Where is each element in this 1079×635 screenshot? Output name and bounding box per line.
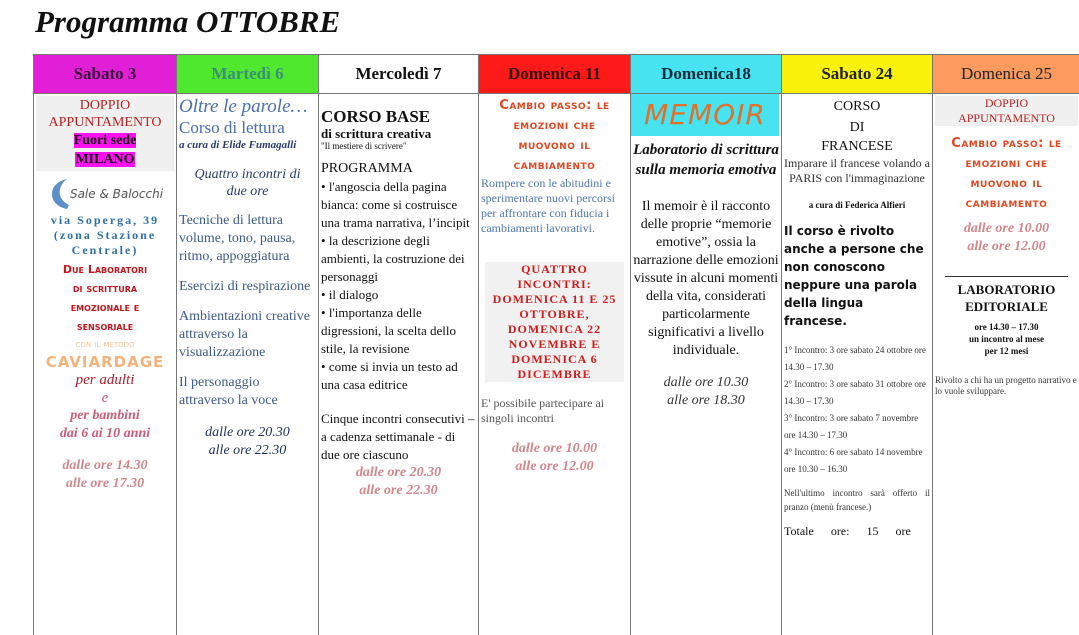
address-street: via Soperga, 39 [50, 213, 160, 227]
column-mercoledi-7 [319, 55, 479, 635]
course-tagline: Imparare il francese volando a PARIS con l'immaginazione [784, 156, 930, 185]
column-body [177, 94, 318, 635]
city-label: MILANO [75, 152, 135, 167]
audience-age: dai 6 ai 10 anni [59, 426, 151, 441]
page-title: Programma OTTOBRE [35, 4, 341, 39]
lab-title: LABORATORIO EDITORIALE [957, 282, 1056, 314]
workshop-title: Cambio passo: le emozioni che muovono il cambiamento [499, 98, 610, 173]
column-header: Domenica 11 [479, 55, 630, 94]
column-domenica-11 [479, 55, 631, 635]
audience-and: e [101, 390, 109, 406]
lab-duration: per 12 mesi [984, 346, 1029, 356]
end-time: alle ore 18.30 [667, 393, 745, 408]
workshop-description: Il memoir è il racconto delle proprie “memorie emotive”, ossia la narrazione delle emozioni vissute in alcuni momenti della vita, considerati particolarmente significativi a livello individuale. [633, 199, 779, 358]
double-appointment: DOPPIO APPUNTAMENTO [935, 96, 1078, 126]
sessions-info: Quattro incontri di due ore [194, 167, 301, 199]
course-tagline: Oltre le parole… [179, 96, 308, 117]
start-time: dalle ore 14.30 [62, 458, 148, 473]
start-time: dalle ore 10.00 [963, 221, 1050, 236]
start-time: dalle ore 20.30 [355, 465, 442, 480]
schedule-item: 3° Incontro: 3 ore sabato 7 novembre ore 14.30 – 17.30 [784, 413, 919, 440]
schedule-item: 4° Incontro: 6 ore sabato 14 novembre ore 10.30 – 16.30 [784, 447, 923, 474]
double-appointment: DOPPIO APPUNTAMENTO [36, 96, 174, 131]
start-time: dalle ore 10.30 [663, 375, 749, 390]
column-domenica-25 [933, 55, 1079, 635]
caviardage-label: CAVIARDAGE [45, 353, 165, 371]
column-body [933, 94, 1079, 635]
lab-frequency: un incontro al mese [968, 334, 1045, 344]
workshop-description: Rompere con le abitudini e sperimentare nuovi percorsi per affrontare con fiducia i cambiamenti lavorativi. [481, 176, 615, 235]
column-header: Domenica18 [631, 55, 781, 94]
memoir-banner: MEMOIR [631, 94, 779, 136]
program-heading: PROGRAMMA [321, 161, 413, 176]
lab-description: Rivolto a chi ha un progetto narrativo e lo vuole sviluppare. [935, 375, 1077, 396]
column-header: Mercoledì 7 [319, 55, 478, 94]
lab-title [36, 260, 174, 336]
course-title-line: DI [849, 120, 865, 135]
end-time: alle ore 12.00 [967, 239, 1046, 254]
lab-line: emozionale e [70, 301, 140, 314]
topic-item: Esercizi di respirazione [179, 279, 311, 294]
column-header: Martedì 6 [177, 55, 318, 94]
curator: a cura di Elide Fumagalli [179, 139, 297, 151]
course-target: Il corso è rivolto anche a persone che non conoscono neppure una parola della lingua francese. [784, 224, 924, 328]
column-body [479, 94, 630, 635]
topic-item: Tecniche di lettura volume, tono, pausa, ritmo, appoggiatura [179, 213, 296, 264]
lab-line: sensoriale [76, 320, 134, 333]
lunch-note: Nell'ultimo incontro sarà offerto il pranzo (menù francese.) [784, 488, 930, 512]
end-time: alle ore 12.00 [515, 459, 594, 474]
lab-line: Due Laboratori [62, 263, 148, 276]
workshop-note: E' possibile partecipare ai singoli incontri [481, 396, 605, 425]
column-body [34, 94, 176, 635]
column-martedi-6 [177, 55, 319, 635]
column-sabato-3 [34, 55, 177, 635]
program-item: • l'importanza delle digressioni, la scelta dello stile, la revisione [321, 304, 476, 358]
workshop-dates: QUATTRO INCONTRI: DOMENICA 11 E 25 OTTOBRE, DOMENICA 22 NOVEMBRE E DOMENICA 6 DICEMBRE [485, 262, 624, 382]
workshop-subtitle: Laboratorio di scrittura sulla memoria emotiva [633, 142, 779, 178]
course-subtitle: di scrittura creativa [321, 126, 432, 141]
column-header: Sabato 3 [34, 55, 176, 94]
end-time: alle ore 22.30 [208, 443, 287, 458]
schedule-item: 1° Incontro: 3 ore sabato 24 ottobre ore 14.30 – 17.30 [784, 345, 926, 372]
curator: a cura di Federica Alfieri [808, 200, 906, 210]
course-title: CORSO BASE [321, 107, 431, 126]
schedule-item: 2° Incontro: 3 ore sabato 31 ottobre ore 14.30 – 17.30 [784, 379, 926, 406]
course-quote: "Il mestiere di scrivere" [321, 141, 407, 151]
column-body [782, 94, 932, 635]
sessions-info: Cinque incontri consecutivi – a cadenza settimanale - di due ore ciascuno [321, 411, 475, 462]
lab-line: di scrittura [72, 282, 138, 295]
column-body [631, 94, 781, 635]
program-item: • l'angoscia della pagina bianca: come si costruisce una trama narrativa, l’incipit [321, 178, 476, 232]
sale-balocchi-logo [36, 175, 174, 213]
start-time: dalle ore 20.30 [205, 425, 290, 440]
topic-item: Il personaggio attraverso la voce [179, 375, 278, 408]
start-time: dalle ore 10.00 [511, 441, 598, 456]
column-domenica-18 [631, 55, 782, 635]
end-time: alle ore 17.30 [65, 476, 145, 491]
audience-adults: per adulti [75, 372, 135, 388]
course-title-line: CORSO [833, 99, 881, 114]
workshop-title: Cambio passo: le emozioni che muovono il cambiamento [951, 136, 1062, 211]
course-title-line: FRANCESE [821, 139, 893, 154]
schedule-table [33, 54, 1079, 635]
program-item: • il dialogo [321, 286, 476, 304]
logo-swirl-icon [47, 175, 69, 213]
schedule-list [784, 342, 930, 478]
total-hours: Totale ore: 15 ore [784, 524, 911, 538]
column-body [319, 94, 478, 635]
course-title: Corso di lettura [179, 118, 285, 137]
offsite-label: Fuori sede [73, 133, 137, 148]
column-sabato-24 [782, 55, 933, 635]
program-item: • come si invia un testo ad una casa editrice [321, 358, 476, 394]
column-header: Sabato 24 [782, 55, 932, 94]
logo-text: Sale & Balocchi [69, 187, 164, 201]
lab-time: ore 14.30 – 17.30 [974, 322, 1039, 332]
address-zone: (zona Stazione Centrale) [53, 228, 157, 257]
program-item: • la descrizione degli ambienti, la costruzione dei personaggi [321, 232, 476, 286]
column-header: Domenica 25 [933, 55, 1079, 94]
address [36, 213, 174, 258]
method-label: con il metodo [75, 339, 135, 350]
audience-kids: per bambini [70, 408, 140, 423]
topic-item: Ambientazioni creative attraverso la visualizzazione [179, 309, 310, 360]
end-time: alle ore 22.30 [359, 483, 438, 498]
